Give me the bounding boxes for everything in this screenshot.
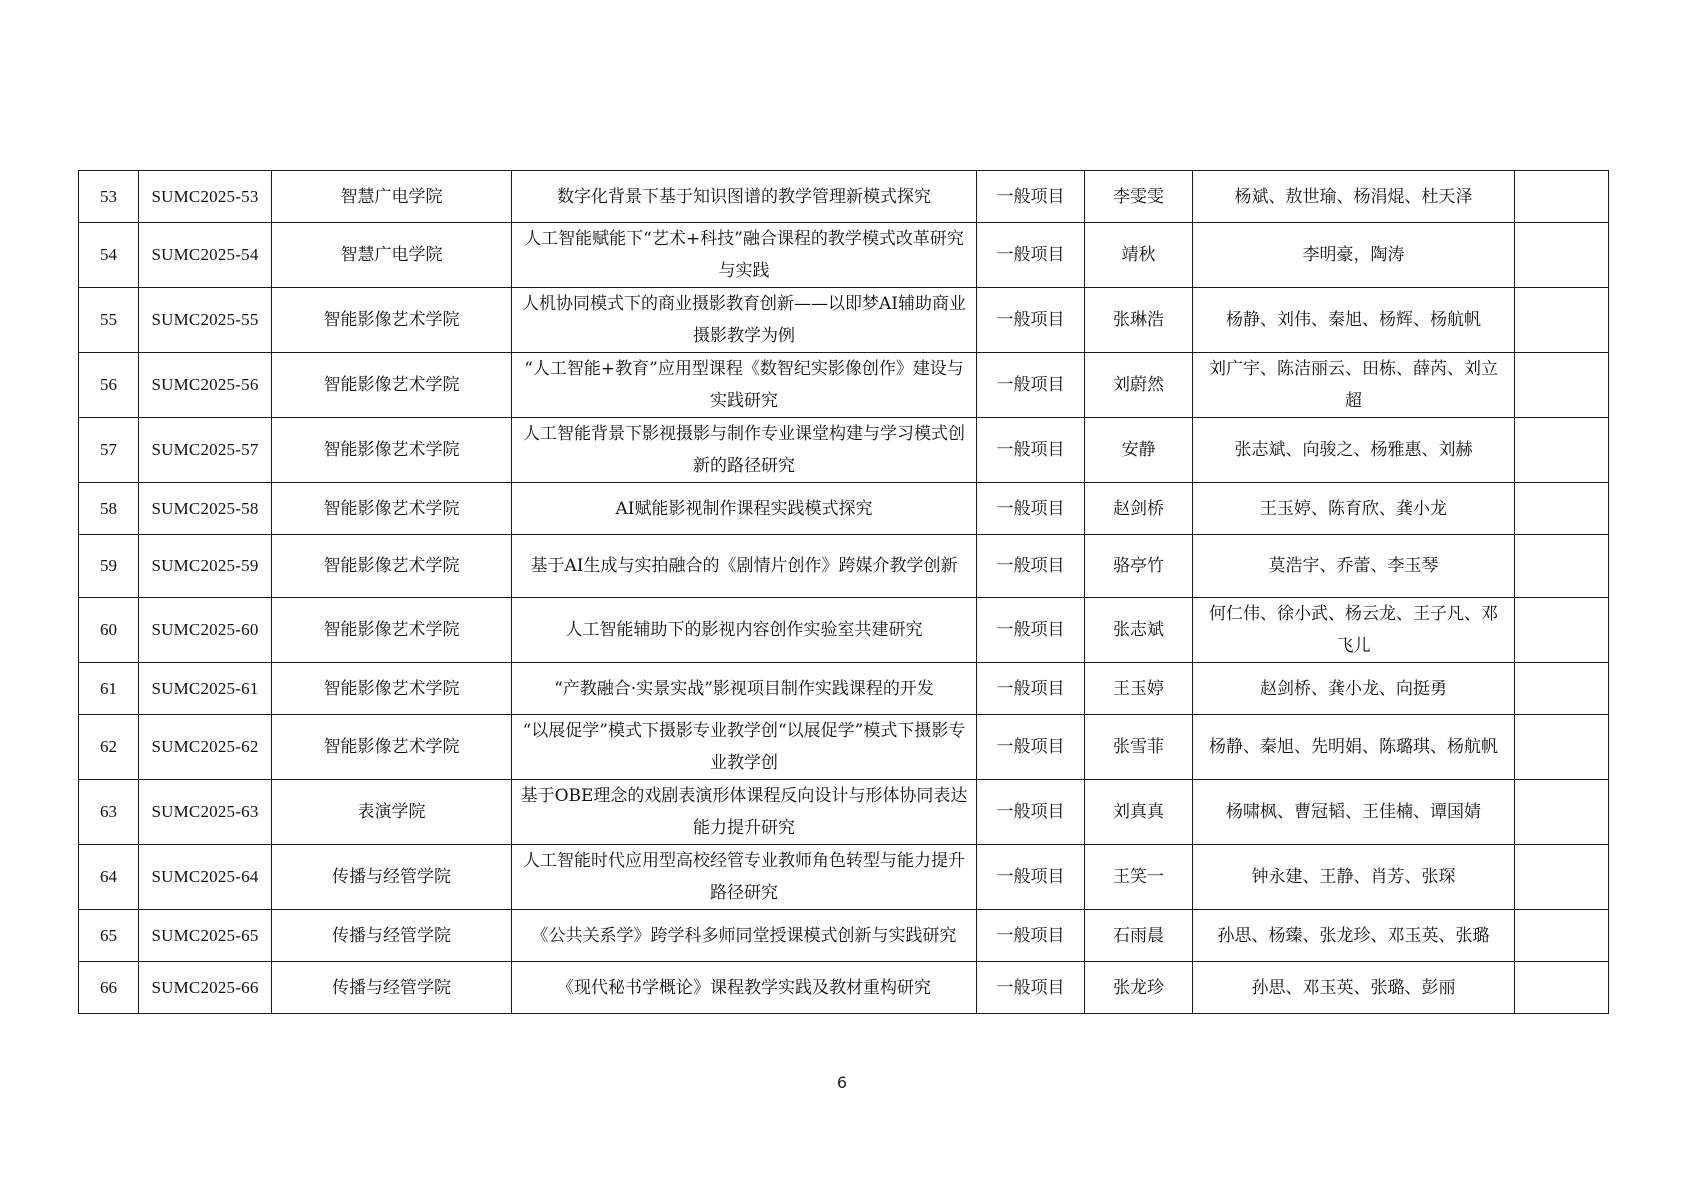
college-name: 智能影像艺术学院: [272, 598, 512, 663]
project-table: [78, 170, 1609, 1014]
project-members: 孙思、邓玉英、张璐、彭丽: [1193, 962, 1515, 1014]
remarks-cell: [1515, 223, 1609, 288]
table-row: [79, 288, 1609, 353]
remarks-cell: [1515, 535, 1609, 598]
college-name: 智能影像艺术学院: [272, 418, 512, 483]
project-code: SUMC2025-61: [139, 663, 272, 715]
row-number: 66: [79, 962, 139, 1014]
remarks-cell: [1515, 910, 1609, 962]
table-row: [79, 483, 1609, 535]
project-type: 一般项目: [977, 353, 1085, 418]
project-title: 数字化背景下基于知识图谱的教学管理新模式探究: [512, 171, 977, 223]
table-row: [79, 353, 1609, 418]
project-leader: 张雪菲: [1085, 715, 1193, 780]
table-row: [79, 962, 1609, 1014]
remarks-cell: [1515, 171, 1609, 223]
college-name: 智慧广电学院: [272, 171, 512, 223]
project-title: 基于OBE理念的戏剧表演形体课程反向设计与形体协同表达能力提升研究: [512, 780, 977, 845]
college-name: 智慧广电学院: [272, 223, 512, 288]
project-title: 《公共关系学》跨学科多师同堂授课模式创新与实践研究: [512, 910, 977, 962]
project-code: SUMC2025-59: [139, 535, 272, 598]
college-name: 传播与经管学院: [272, 910, 512, 962]
row-number: 58: [79, 483, 139, 535]
row-number: 56: [79, 353, 139, 418]
project-code: SUMC2025-64: [139, 845, 272, 910]
project-title: 《现代秘书学概论》课程教学实践及教材重构研究: [512, 962, 977, 1014]
row-number: 57: [79, 418, 139, 483]
project-members: 杨静、刘伟、秦旭、杨辉、杨航帆: [1193, 288, 1515, 353]
project-leader: 安静: [1085, 418, 1193, 483]
project-title: “人工智能+教育”应用型课程《数智纪实影像创作》建设与实践研究: [512, 353, 977, 418]
project-type: 一般项目: [977, 910, 1085, 962]
row-number: 65: [79, 910, 139, 962]
table-row: [79, 845, 1609, 910]
remarks-cell: [1515, 483, 1609, 535]
project-leader: 王笑一: [1085, 845, 1193, 910]
project-leader: 骆亭竹: [1085, 535, 1193, 598]
remarks-cell: [1515, 288, 1609, 353]
project-members: 刘广宇、陈洁丽云、田栋、薛芮、刘立超: [1193, 353, 1515, 418]
college-name: 智能影像艺术学院: [272, 353, 512, 418]
project-code: SUMC2025-60: [139, 598, 272, 663]
table-row: [79, 715, 1609, 780]
college-name: 传播与经管学院: [272, 845, 512, 910]
project-type: 一般项目: [977, 171, 1085, 223]
project-leader: 刘蔚然: [1085, 353, 1193, 418]
row-number: 63: [79, 780, 139, 845]
project-code: SUMC2025-66: [139, 962, 272, 1014]
remarks-cell: [1515, 845, 1609, 910]
remarks-cell: [1515, 962, 1609, 1014]
row-number: 59: [79, 535, 139, 598]
project-leader: 王玉婷: [1085, 663, 1193, 715]
project-members: 李明豪，陶涛: [1193, 223, 1515, 288]
project-code: SUMC2025-57: [139, 418, 272, 483]
project-type: 一般项目: [977, 962, 1085, 1014]
table-body: [79, 171, 1609, 1014]
project-leader: 石雨晨: [1085, 910, 1193, 962]
project-code: SUMC2025-63: [139, 780, 272, 845]
project-type: 一般项目: [977, 223, 1085, 288]
project-members: 王玉婷、陈育欣、龚小龙: [1193, 483, 1515, 535]
project-title: 人机协同模式下的商业摄影教育创新——以即梦AI辅助商业摄影教学为例: [512, 288, 977, 353]
college-name: 传播与经管学院: [272, 962, 512, 1014]
project-title: “产教融合·实景实战”影视项目制作实践课程的开发: [512, 663, 977, 715]
project-members: 杨静、秦旭、先明娟、陈璐琪、杨航帆: [1193, 715, 1515, 780]
project-type: 一般项目: [977, 288, 1085, 353]
project-code: SUMC2025-56: [139, 353, 272, 418]
remarks-cell: [1515, 353, 1609, 418]
table-row: [79, 780, 1609, 845]
project-members: 杨啸枫、曹冠韬、王佳楠、谭国婧: [1193, 780, 1515, 845]
table-row: [79, 171, 1609, 223]
project-members: 钟永建、王静、肖芳、张琛: [1193, 845, 1515, 910]
remarks-cell: [1515, 598, 1609, 663]
project-type: 一般项目: [977, 598, 1085, 663]
project-members: 赵剑桥、龚小龙、向挺勇: [1193, 663, 1515, 715]
project-members: 孙思、杨臻、张龙珍、邓玉英、张璐: [1193, 910, 1515, 962]
college-name: 表演学院: [272, 780, 512, 845]
row-number: 55: [79, 288, 139, 353]
project-title: 人工智能辅助下的影视内容创作实验室共建研究: [512, 598, 977, 663]
row-number: 62: [79, 715, 139, 780]
project-members: 莫浩宇、乔蕾、李玉琴: [1193, 535, 1515, 598]
project-leader: 张琳浩: [1085, 288, 1193, 353]
project-title: 人工智能时代应用型高校经管专业教师角色转型与能力提升路径研究: [512, 845, 977, 910]
project-code: SUMC2025-62: [139, 715, 272, 780]
remarks-cell: [1515, 780, 1609, 845]
project-leader: 赵剑桥: [1085, 483, 1193, 535]
row-number: 54: [79, 223, 139, 288]
college-name: 智能影像艺术学院: [272, 715, 512, 780]
remarks-cell: [1515, 663, 1609, 715]
row-number: 53: [79, 171, 139, 223]
table-row: [79, 223, 1609, 288]
project-type: 一般项目: [977, 715, 1085, 780]
project-code: SUMC2025-65: [139, 910, 272, 962]
remarks-cell: [1515, 715, 1609, 780]
project-members: 何仁伟、徐小武、杨云龙、王子凡、邓飞儿: [1193, 598, 1515, 663]
project-leader: 李雯雯: [1085, 171, 1193, 223]
project-type: 一般项目: [977, 780, 1085, 845]
project-title: AI赋能影视制作课程实践模式探究: [512, 483, 977, 535]
table-row: [79, 598, 1609, 663]
remarks-cell: [1515, 418, 1609, 483]
table-row: [79, 418, 1609, 483]
row-number: 61: [79, 663, 139, 715]
project-type: 一般项目: [977, 483, 1085, 535]
college-name: 智能影像艺术学院: [272, 535, 512, 598]
college-name: 智能影像艺术学院: [272, 483, 512, 535]
project-code: SUMC2025-55: [139, 288, 272, 353]
project-leader: 靖秋: [1085, 223, 1193, 288]
row-number: 64: [79, 845, 139, 910]
college-name: 智能影像艺术学院: [272, 288, 512, 353]
project-leader: 刘真真: [1085, 780, 1193, 845]
page-number: 6: [836, 1073, 848, 1092]
project-type: 一般项目: [977, 663, 1085, 715]
project-title: 人工智能背景下影视摄影与制作专业课堂构建与学习模式创新的路径研究: [512, 418, 977, 483]
project-title: 人工智能赋能下“艺术+科技”融合课程的教学模式改革研究与实践: [512, 223, 977, 288]
project-members: 杨斌、敖世瑜、杨涓焜、杜天泽: [1193, 171, 1515, 223]
project-code: SUMC2025-53: [139, 171, 272, 223]
row-number: 60: [79, 598, 139, 663]
table-row: [79, 910, 1609, 962]
table-row: [79, 663, 1609, 715]
project-leader: 张龙珍: [1085, 962, 1193, 1014]
project-title: 基于AI生成与实拍融合的《剧情片创作》跨媒介教学创新: [512, 535, 977, 598]
project-title: “以展促学”模式下摄影专业教学创“以展促学”模式下摄影专业教学创: [512, 715, 977, 780]
table-row: [79, 535, 1609, 598]
project-members: 张志斌、向骏之、杨雅惠、刘赫: [1193, 418, 1515, 483]
project-type: 一般项目: [977, 535, 1085, 598]
project-leader: 张志斌: [1085, 598, 1193, 663]
project-code: SUMC2025-58: [139, 483, 272, 535]
project-type: 一般项目: [977, 845, 1085, 910]
project-code: SUMC2025-54: [139, 223, 272, 288]
college-name: 智能影像艺术学院: [272, 663, 512, 715]
project-type: 一般项目: [977, 418, 1085, 483]
